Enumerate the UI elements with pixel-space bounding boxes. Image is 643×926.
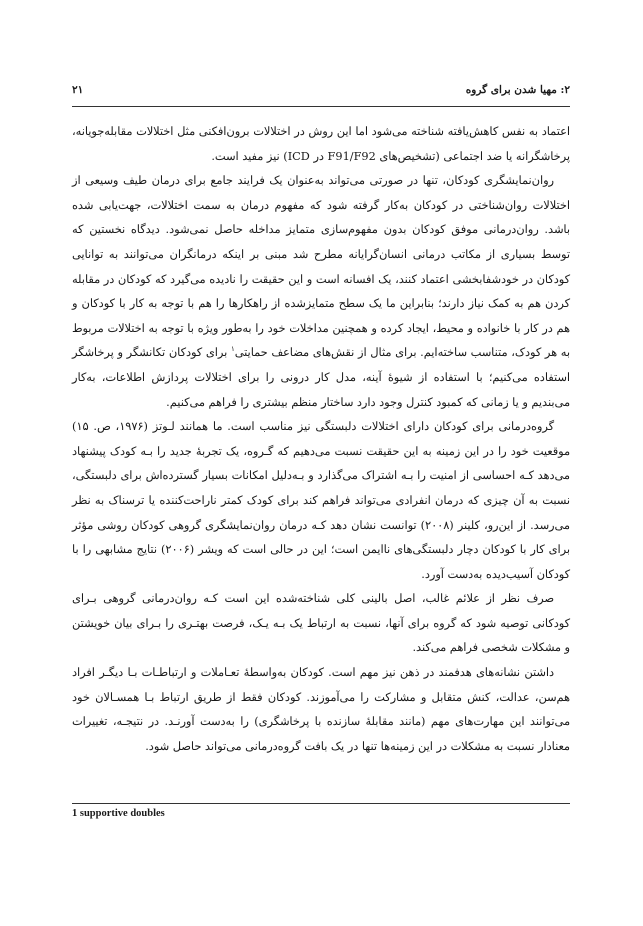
page-number: ۲۱	[72, 84, 84, 96]
footnote	[72, 808, 165, 819]
header-divider	[72, 106, 570, 107]
running-header	[72, 84, 570, 102]
paragraph-1: اعتماد به نفس کاهش‌یافته شناخته می‌شود اما این روش در اختلالات برون‌افکنی مثل اختلالات مقابله‌جویانه، پرخاشگرانه یا ضد اجتماعی (تشخیص‌های F91/F92 در ICD) نیز مفید است.	[72, 125, 570, 163]
chapter-title: ۲: مهیا شدن برای گروه	[465, 84, 570, 96]
body-text	[72, 120, 570, 759]
footnote-number: 1	[72, 808, 78, 819]
paragraph-2-text-continued: برای کودکان تکانشگر و پرخاشگر استفاده می‌کنیم؛ با استفاده از شیوهٔ آینه، مدل کار درونی را برای اختلالات پردازش اطلاعات، به‌کار می‌بندیم و یا زمانی که کمبود کنترل وجود دارد ساختار منظم بیشتری را فراهم می‌کنیم.	[72, 346, 570, 409]
footnote-marker: ۱	[230, 345, 235, 354]
footnote-text: supportive doubles	[79, 808, 165, 819]
paragraph-3: گروه‌درمانی برای کودکان دارای اختلالات دلبستگی نیز مناسب است. ما همانند لـوتز (۱۹۷۶، ص. ۱۵) موقعیت خود را در این زمینه به این حقیقت نسبت می‌دهیم که گـروه، یک تجربهٔ جدید را بـه کودک پیشنهاد می‌دهد کـه احساسی از امنیت را بـه اشتراک می‌گذارد و بـه‌دلیل امکانات بسیار گسترده‌اش برای دلبستگی، نسبت به آن چیزی که درمان انفرادی می‌تواند فراهم کند برای کودک کمتر ناراحت‌کننده یا ترسناک به نظر می‌رسد. از این‌رو، کلینر (۲۰۰۸) توانست نشان دهد کـه درمان روان‌نمایشگری گروهی کودکان روشی مؤثر برای کار با کودکان دچار دلبستگی‌های ناایمن است؛ این در حالی است که ویشر (۲۰۰۶) نتایج مشابهی را با کودکان آسیب‌دیده به‌دست آورد.	[72, 420, 570, 581]
paragraph-4: صرف نظر از علائم غالب، اصل بالینی کلی شناخته‌شده این است کـه روان‌درمانی گروهی بـرای کودکانی توصیه شود که گروه برای آنها، نسبت به ارتباط یک بـه یـک، فرصت بهتـری را بـرای بیان خویشتن و مشکلات شخصی فراهم می‌کند.	[72, 592, 570, 655]
paragraph-2	[72, 169, 570, 415]
paragraph-2-text: روان‌نمایشگری کودکان، تنها در صورتی می‌تواند به‌عنوان یک فرایند جامع برای درمان طیف وسیعی از اختلالات روان‌شناختی در کودکان به‌کار گرفته شود که مفهوم درمان به سمت اختلالات، جهت‌یابی شده باشد. روان‌درمانی موفق کودکان بدون مفهوم‌سازی متمایز مداخله حاصل نمی‌شود. دیدگاه نخستین که توسط بسیاری از مکاتب درمانی انسان‌گرایانه مطرح شد مبنی بر اینکه درمانگران می‌توانند به توانایی کودکان در خودشفابخشی اعتماد کنند، یک افسانه است و این حقیقت را نادیده می‌گیرد که کودکان در مقابله کردن هم به کمک نیاز دارند؛ بنابراین ما یک سطح متمایزشده از راهکارها را هم با توجه به کار با کودکان و هم در کار با خانواده و محیط، ایجاد کرده و همچنین مداخلات خود را به‌طور ویژه با توجه به اختلالات مربوط به هر کودک، متناسب ساخته‌ایم. برای مثال از نقش‌های مضاعف حمایتی	[72, 174, 571, 360]
paragraph-5: داشتن نشانه‌های هدفمند در ذهن نیز مهم است. کودکان به‌واسطهٔ تعـاملات و ارتباطـات بـا دیگـر افراد هم‌سن، عدالت، کنش متقابل و مشارکت را می‌آموزند. کودکان فقط از طریق ارتباط بـا همسـالان خود می‌توانند این مهارت‌های مهم (مانند مقابلهٔ سازنده با پرخاشگری) را به‌دست آورنـد. در نتیجـه، تغییرات معنادار نسبت به مشکلات در این زمینه‌ها تنها در یک بافت گروه‌درمانی می‌تواند حاصل شود.	[72, 666, 570, 753]
footnote-divider	[72, 803, 570, 804]
